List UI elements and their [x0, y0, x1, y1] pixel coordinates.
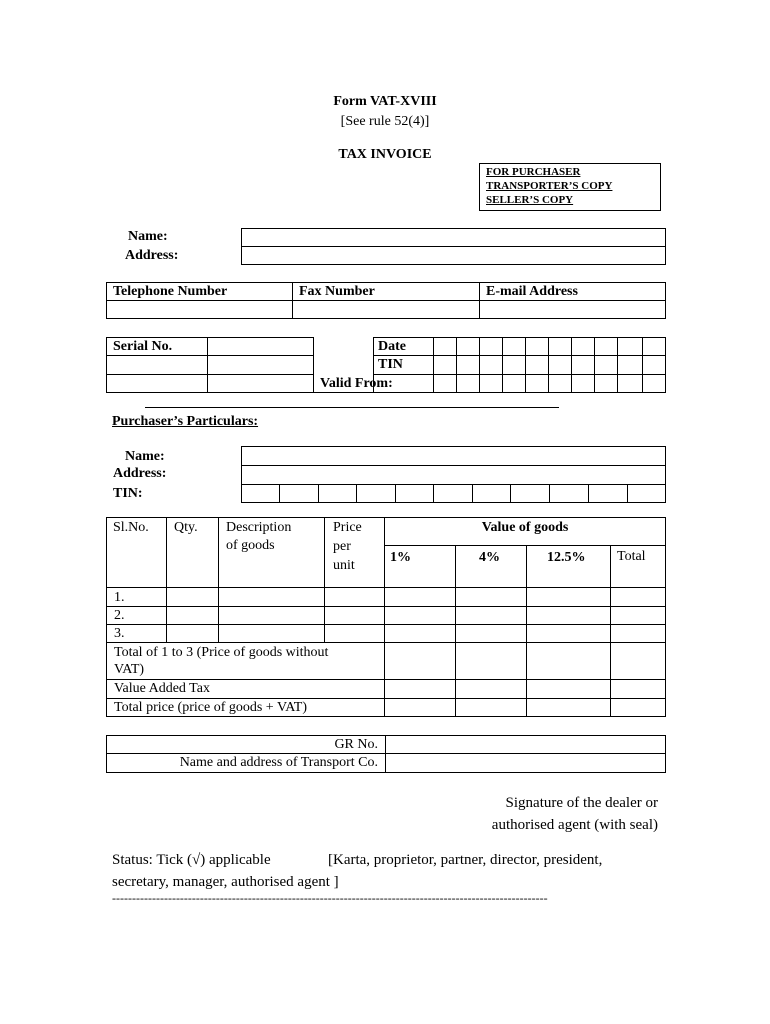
summary-total-line1: Total of 1 to 3 (Price of goods without	[114, 645, 329, 660]
telephone-label: Telephone Number	[113, 284, 228, 299]
section-separator	[145, 407, 559, 408]
purchaser-tin-col-7	[510, 484, 511, 503]
goods-row-3-entry[interactable]	[167, 625, 665, 641]
summary-vat-entry[interactable]	[385, 680, 665, 697]
serial-field[interactable]	[208, 338, 313, 355]
seller-name-label: Name:	[128, 229, 168, 244]
header-rate-4pct: 4%	[479, 550, 500, 565]
header-qty: Qty.	[174, 520, 198, 535]
valid-from-label: Valid From:	[320, 376, 393, 391]
purchaser-tin-field[interactable]	[241, 484, 666, 503]
header-price-line3: unit	[333, 558, 355, 573]
goods-header-subdivider	[384, 545, 666, 546]
header-price-line2: per	[333, 539, 351, 554]
summary-vat: Value Added Tax	[114, 681, 210, 696]
copy-label-purchaser: FOR PURCHASER	[486, 166, 581, 178]
summary-total-entry[interactable]	[385, 643, 665, 678]
purchaser-section-title: Purchaser’s Particulars:	[112, 414, 259, 429]
copy-label-seller: SELLER’S COPY	[486, 194, 574, 206]
header-rate-1pct: 1%	[390, 550, 411, 565]
header-value-of-goods: Value of goods	[481, 520, 569, 535]
fax-label: Fax Number	[299, 284, 375, 299]
purchaser-name-label: Name:	[125, 449, 165, 464]
status-line-1-left: Status: Tick (√) applicable	[112, 852, 271, 868]
gr-number-label: GR No.	[334, 737, 378, 752]
valid-from-bottom-line	[314, 392, 374, 393]
goods-row-number-3: 3.	[114, 626, 125, 641]
goods-row-number-2: 2.	[114, 608, 125, 623]
serial-label: Serial No.	[113, 339, 173, 354]
seller-address-label: Address:	[125, 248, 179, 263]
telephone-field[interactable]	[107, 301, 292, 318]
signature-line-1: Signature of the dealer or	[505, 795, 658, 811]
purchaser-tin-col-5	[433, 484, 434, 503]
seller-address-field[interactable]	[241, 246, 666, 265]
purchaser-tin-col-9	[588, 484, 589, 503]
header-slno: Sl.No.	[113, 520, 149, 535]
date-field[interactable]	[434, 338, 665, 355]
status-dashed-line: -------------------------------------------------------------------------------------------------------------	[112, 892, 548, 904]
date-label: Date	[378, 339, 406, 354]
purchaser-tin-col-6	[472, 484, 473, 503]
purchaser-tin-col-4	[395, 484, 396, 503]
signature-line-2: authorised agent (with seal)	[491, 817, 658, 833]
serial-row-divider-1	[106, 355, 314, 356]
invoice-title: TAX INVOICE	[338, 147, 432, 162]
status-line-1-right: [Karta, proprietor, partner, director, president,	[328, 852, 603, 868]
form-title: Form VAT-XVIII	[333, 94, 437, 109]
serial-row-divider-2	[106, 374, 314, 375]
goods-col-description	[218, 517, 219, 642]
goods-row-number-1: 1.	[114, 590, 125, 605]
header-description-line2: of goods	[226, 538, 275, 553]
seller-name-field[interactable]	[241, 228, 666, 247]
header-price-line1: Price	[333, 520, 362, 535]
goods-col-qty	[166, 517, 167, 642]
copy-label-transporter: TRANSPORTER’S COPY	[486, 180, 613, 192]
purchaser-tin-col-10	[627, 484, 628, 503]
purchaser-tin-col-1	[279, 484, 280, 503]
transport-company-label: Name and address of Transport Co.	[179, 755, 378, 770]
rule-reference: [See rule 52(4)]	[340, 114, 430, 129]
goods-row-1-entry[interactable]	[167, 588, 665, 605]
status-line-2: secretary, manager, authorised agent ]	[112, 874, 339, 890]
goods-col-price	[324, 517, 325, 642]
summary-total-price-entry[interactable]	[385, 699, 665, 716]
purchaser-tin-col-8	[549, 484, 550, 503]
tin-field[interactable]	[434, 356, 665, 373]
purchaser-address-field[interactable]	[241, 465, 666, 485]
purchaser-address-label: Address:	[113, 466, 167, 481]
goods-row-2-entry[interactable]	[167, 607, 665, 623]
summary-total-line2: VAT)	[114, 662, 145, 677]
header-total: Total	[617, 549, 646, 564]
email-label: E-mail Address	[486, 284, 578, 299]
fax-field[interactable]	[293, 301, 479, 318]
gr-number-field[interactable]	[386, 736, 665, 753]
purchaser-tin-col-3	[356, 484, 357, 503]
purchaser-tin-label: TIN:	[113, 486, 143, 501]
header-rate-12pct: 12.5%	[547, 550, 586, 565]
valid-from-field[interactable]	[434, 375, 665, 392]
transport-company-field[interactable]	[386, 754, 665, 772]
tin-label: TIN	[378, 357, 403, 372]
email-field[interactable]	[480, 301, 666, 318]
summary-total-price: Total price (price of goods + VAT)	[114, 700, 308, 715]
header-description-line1: Description	[226, 520, 292, 535]
purchaser-tin-col-2	[318, 484, 319, 503]
purchaser-name-field[interactable]	[241, 446, 666, 466]
